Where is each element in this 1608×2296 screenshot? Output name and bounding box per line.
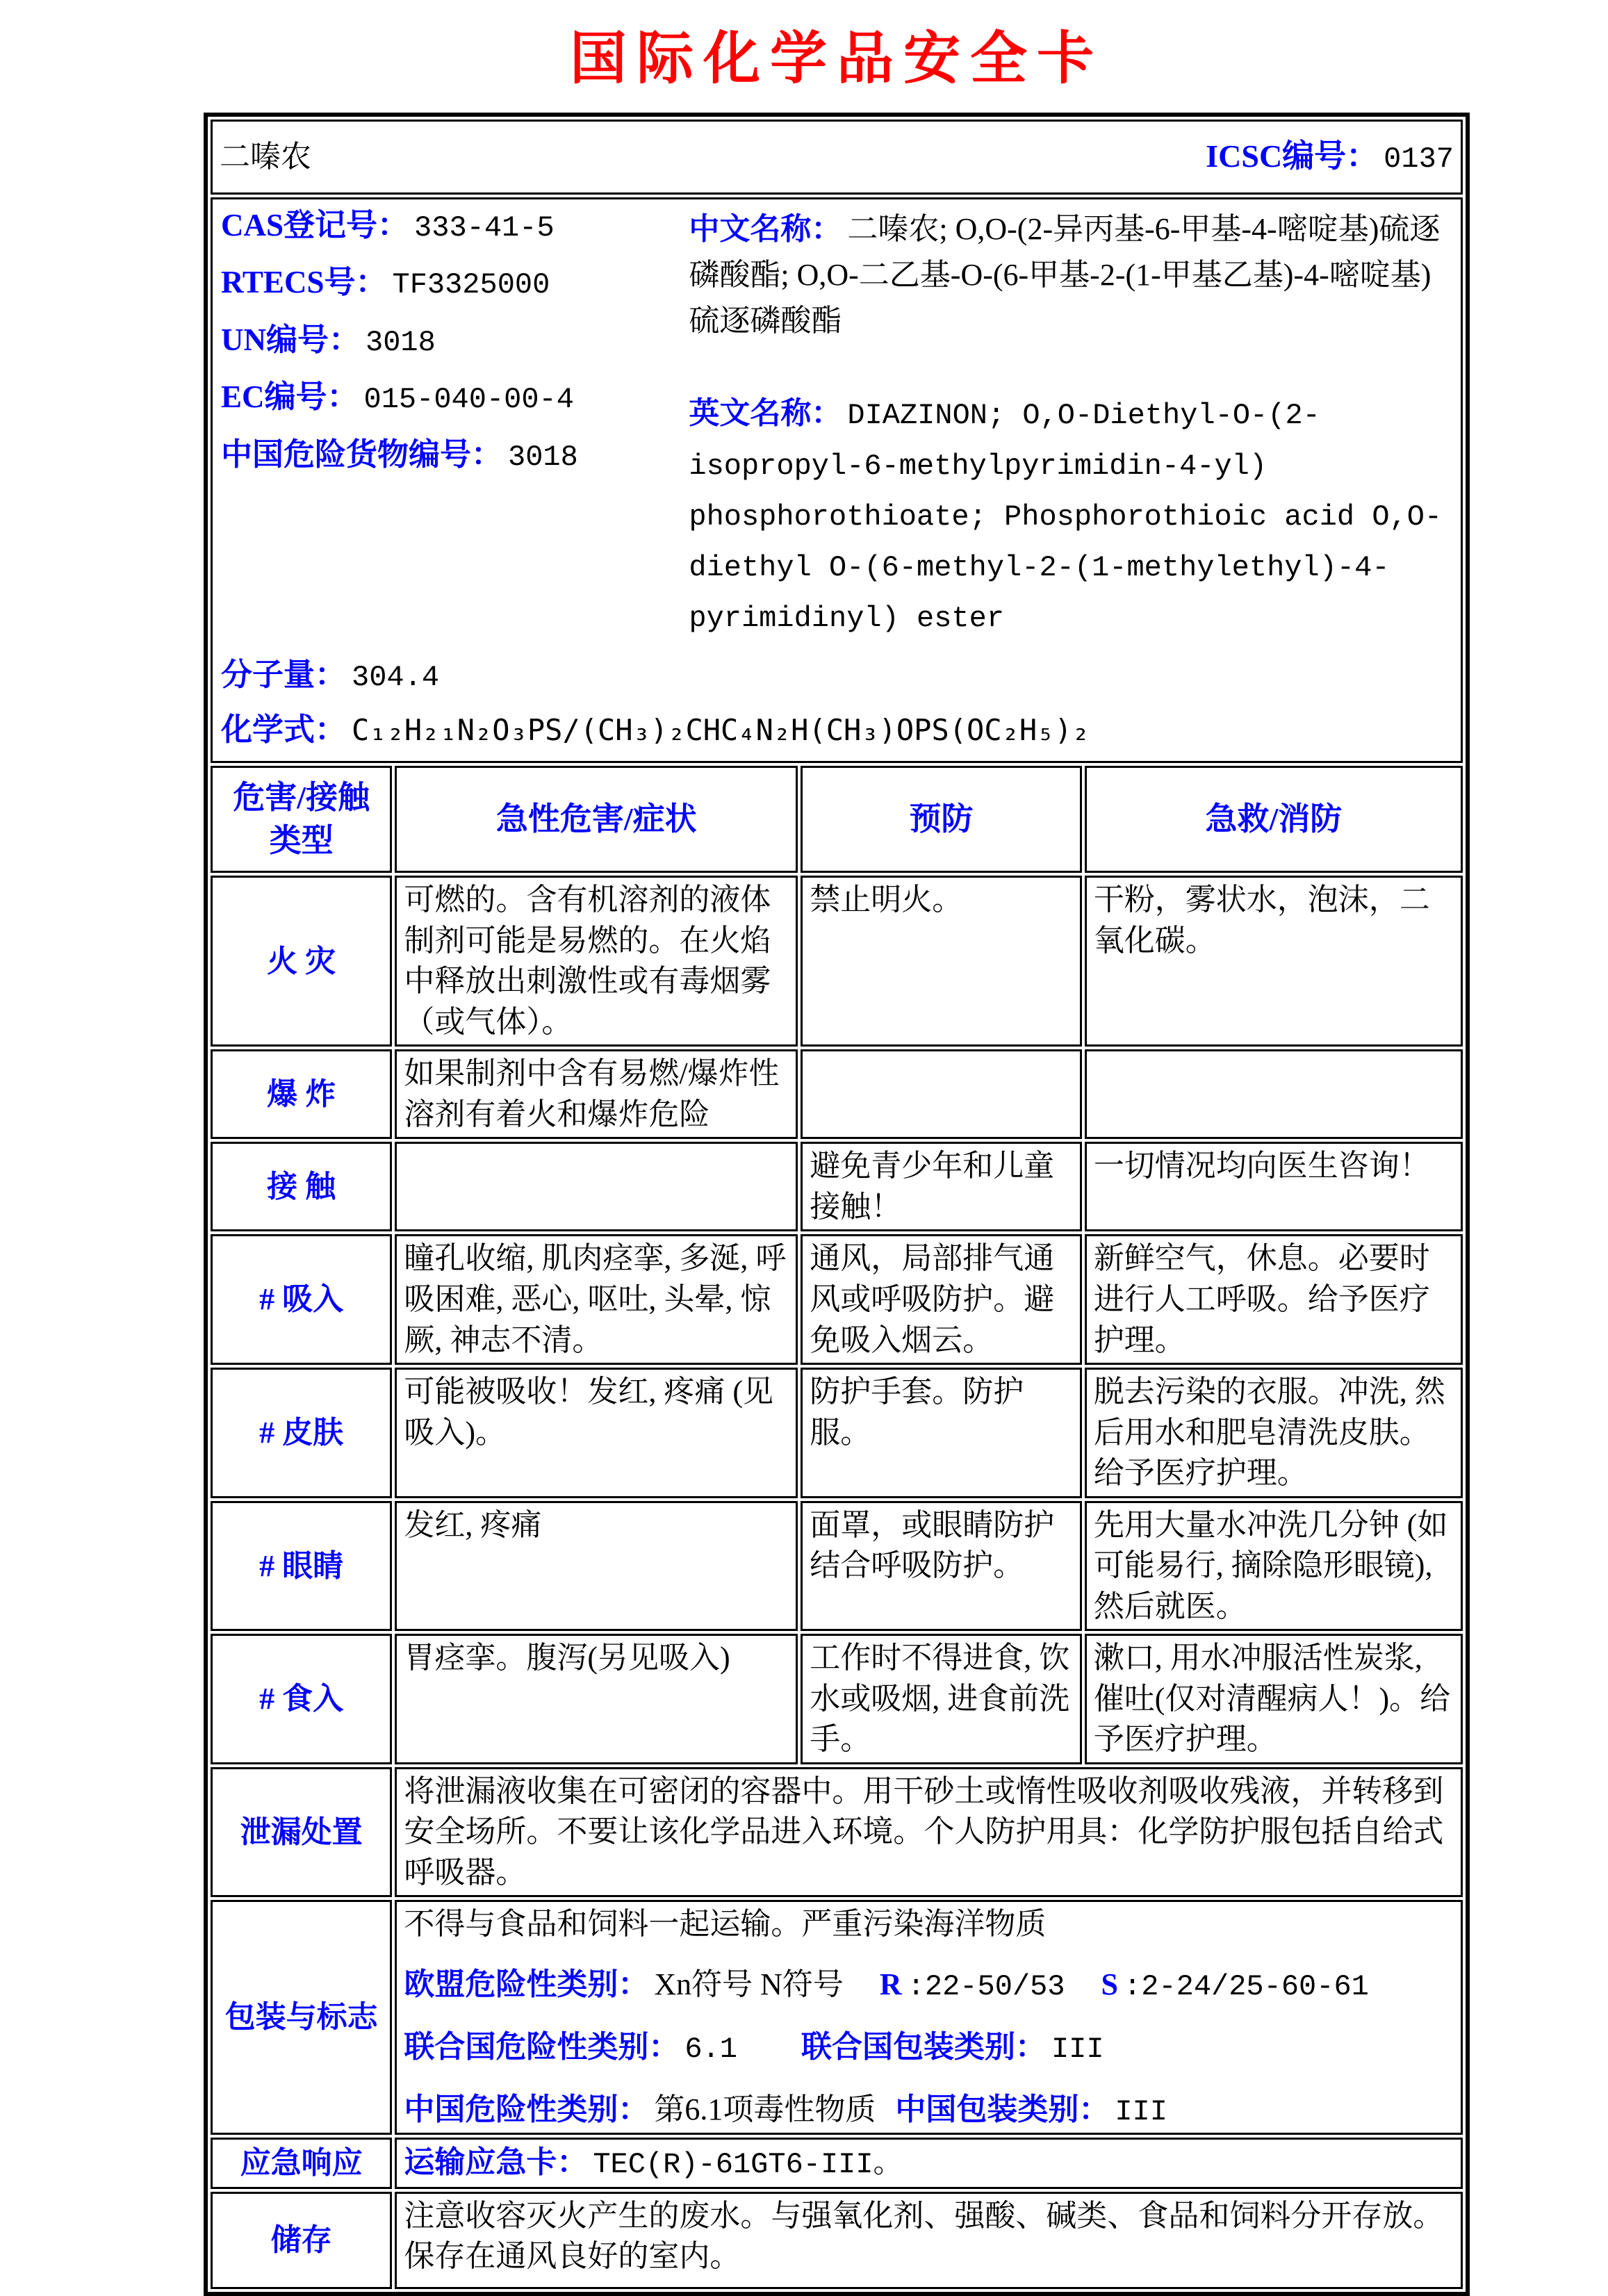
un-pack-label: 联合国包装类别： bbox=[801, 2029, 1046, 2064]
transport-card-label: 运输应急卡： bbox=[404, 2145, 588, 2179]
row-ingestion bbox=[211, 1634, 1463, 1764]
eu-class-value: Xn符号 N符号 bbox=[654, 1967, 844, 2002]
row-contact bbox=[211, 1142, 1463, 1231]
english-name-value: DIAZINON; O,O-Diethyl-O-(2-isopropyl-6-methylpyrimidin-4-yl) phosphorothioate; Phosphorothioic acid O,O-diethyl O-(6-methyl-2-(1-methylethyl)-4-pyrimidinyl) ester bbox=[689, 399, 1443, 636]
english-name-label: 英文名称： bbox=[689, 396, 842, 431]
row-fire-label: 火 灾 bbox=[211, 876, 392, 1047]
transport-card-value: TEC(R)-61GT6-III。 bbox=[593, 2147, 903, 2181]
cn-pack-value: III bbox=[1115, 2094, 1167, 2129]
header-symptoms: 急性危害/症状 bbox=[395, 766, 798, 873]
row-storage bbox=[211, 2192, 1463, 2289]
china-dg-number-line bbox=[221, 436, 689, 475]
identifier-list bbox=[221, 206, 689, 642]
row-eyes bbox=[211, 1501, 1463, 1632]
row-contact-firstaid: 一切情况均向医生咨询！ bbox=[1085, 1142, 1463, 1231]
rtecs-number-label: RTECS号： bbox=[221, 265, 387, 300]
rtecs-number-value: TF3325000 bbox=[392, 268, 550, 302]
chemical-formula-label: 化学式： bbox=[221, 712, 347, 747]
row-spill bbox=[211, 1767, 1463, 1898]
row-eyes-firstaid: 先用大量水冲洗几分钟 (如可能易行, 摘除隐形眼镜), 然后就医。 bbox=[1085, 1501, 1463, 1632]
row-skin-symptom: 可能被吸收！发红, 疼痛 (见吸入)。 bbox=[395, 1368, 798, 1498]
row-skin-label: # 皮肤 bbox=[211, 1368, 392, 1498]
s-phrase-value: :2-24/25-60-61 bbox=[1124, 1970, 1369, 2004]
ec-number-value: 015-040-00-4 bbox=[363, 383, 574, 417]
ec-number-label: EC编号： bbox=[221, 379, 359, 415]
row-inhalation-firstaid: 新鲜空气，休息。必要时进行人工呼吸。给予医疗护理。 bbox=[1085, 1234, 1463, 1365]
row-ingestion-prevention: 工作时不得进食, 饮水或吸烟, 进食前洗手。 bbox=[801, 1634, 1082, 1764]
header-hazard-type-line1: 危害/接触 bbox=[233, 780, 370, 816]
un-number-line bbox=[221, 321, 689, 360]
row-inhalation-symptom: 瞳孔收缩, 肌肉痉挛, 多涎, 呼吸困难, 恶心, 呕吐, 头晕, 惊厥, 神志不清。 bbox=[395, 1234, 798, 1365]
card-header-row bbox=[211, 120, 1463, 195]
hazard-table-header-row bbox=[211, 766, 1463, 873]
chemical-formula-value: C₁₂H₂₁N₂O₃PS/(CH₃)₂CHC₄N₂H(CH₃)OPS(OC₂H₅)₂ bbox=[352, 712, 1090, 747]
row-ingestion-firstaid: 漱口, 用水冲服活性炭浆, 催吐(仅对清醒病人！)。给予医疗护理。 bbox=[1085, 1634, 1463, 1764]
row-contact-symptom bbox=[395, 1142, 798, 1231]
china-dg-number-value: 3018 bbox=[508, 440, 578, 474]
row-explosion-firstaid bbox=[1085, 1049, 1463, 1139]
molecular-weight-line bbox=[221, 655, 1452, 697]
icsc-card-table bbox=[204, 113, 1470, 2296]
header-hazard-type bbox=[211, 766, 392, 873]
cas-number-label: CAS登记号： bbox=[221, 208, 409, 243]
header-firstaid: 急救/消防 bbox=[1085, 766, 1463, 873]
row-eyes-symptom: 发红, 疼痛 bbox=[395, 1501, 798, 1632]
chemical-formula-line bbox=[221, 710, 1452, 751]
chinese-name-label: 中文名称： bbox=[689, 212, 842, 247]
un-number-value: 3018 bbox=[366, 325, 436, 359]
header-hazard-type-line2: 类型 bbox=[269, 823, 334, 859]
packaging-eu-line bbox=[404, 1965, 1454, 2006]
packaging-cn-line bbox=[404, 2090, 1454, 2131]
row-fire-prevention: 禁止明火。 bbox=[801, 876, 1082, 1047]
row-storage-label: 储存 bbox=[211, 2192, 392, 2289]
row-skin-prevention: 防护手套。防护服。 bbox=[801, 1368, 1082, 1498]
s-phrase-label: S bbox=[1101, 1967, 1118, 2002]
eu-class-label: 欧盟危险性类别： bbox=[404, 1967, 649, 2002]
row-explosion-prevention bbox=[801, 1049, 1082, 1139]
english-name bbox=[689, 388, 1452, 642]
row-inhalation-label: # 吸入 bbox=[211, 1234, 392, 1365]
molecular-weight-value: 304.4 bbox=[352, 661, 440, 695]
un-class-value: 6.1 bbox=[684, 2032, 737, 2066]
row-packaging bbox=[211, 1900, 1463, 2135]
row-explosion-label: 爆 炸 bbox=[211, 1049, 392, 1139]
row-fire-symptom: 可燃的。含有机溶剂的液体制剂可能是易燃的。在火焰中释放出刺激性或有毒烟雾（或气体）。 bbox=[395, 876, 798, 1047]
page-title: 国际化学品安全卡 bbox=[569, 27, 1104, 90]
r-phrase-label: R bbox=[879, 1967, 902, 2002]
row-contact-prevention: 避免青少年和儿童接触！ bbox=[801, 1142, 1082, 1231]
icsc-number bbox=[1206, 135, 1454, 179]
row-explosion bbox=[211, 1049, 1463, 1139]
row-eyes-label: # 眼睛 bbox=[211, 1501, 392, 1632]
identification-row bbox=[211, 197, 1463, 763]
row-explosion-symptom: 如果制剂中含有易燃/爆炸性溶剂有着火和爆炸危险 bbox=[395, 1049, 798, 1139]
row-packaging-label: 包装与标志 bbox=[211, 1900, 392, 2135]
row-ingestion-label: # 食入 bbox=[211, 1634, 392, 1764]
row-packaging-content bbox=[395, 1900, 1463, 2135]
name-column bbox=[689, 206, 1452, 642]
un-pack-value: III bbox=[1051, 2032, 1104, 2066]
cn-class-label: 中国危险性类别： bbox=[404, 2092, 649, 2126]
row-ingestion-symptom: 胃痉挛。腹泻(另见吸入) bbox=[395, 1634, 798, 1764]
row-skin bbox=[211, 1368, 1463, 1498]
row-eyes-prevention: 面罩，或眼睛防护结合呼吸防护。 bbox=[801, 1501, 1082, 1632]
row-storage-text: 注意收容灭火产生的废水。与强氧化剂、强酸、碱类、食品和饲料分开存放。保存在通风良好的室内。 bbox=[395, 2192, 1463, 2289]
molecular-weight-label: 分子量： bbox=[221, 657, 347, 693]
row-contact-label: 接 触 bbox=[211, 1142, 392, 1231]
rtecs-number-line bbox=[221, 263, 689, 302]
cn-pack-label: 中国包装类别： bbox=[895, 2092, 1110, 2126]
ec-number-line bbox=[221, 378, 689, 417]
chinese-name bbox=[689, 206, 1452, 344]
row-inhalation bbox=[211, 1234, 1463, 1365]
cas-number-line bbox=[221, 206, 689, 245]
row-spill-text: 将泄漏液收集在可密闭的容器中。用干砂土或惰性吸收剂吸收残液，并转移到安全场所。不要让该化学品进入环境。个人防护用具：化学防护服包括自给式呼吸器。 bbox=[395, 1767, 1463, 1898]
packaging-transport-note: 不得与食品和饲料一起运输。严重污染海洋物质 bbox=[404, 1907, 1047, 1942]
row-spill-label: 泄漏处置 bbox=[211, 1767, 392, 1898]
row-emergency bbox=[211, 2138, 1463, 2189]
icsc-number-value: 0137 bbox=[1384, 142, 1454, 177]
row-fire bbox=[211, 876, 1463, 1047]
row-emergency-content bbox=[395, 2138, 1463, 2189]
icsc-number-label: ICSC编号： bbox=[1206, 138, 1379, 174]
packaging-un-line bbox=[404, 2027, 1454, 2069]
substance-name: 二嗪农 bbox=[220, 139, 311, 174]
header-prevention: 预防 bbox=[801, 766, 1082, 873]
card-header-cell bbox=[211, 120, 1463, 195]
chinese-name-value: 二嗪农; O,O-(2-异丙基-6-甲基-4-嘧啶基)硫逐磷酸酯; O,O-二乙基-O-(6-甲基-2-(1-甲基乙基)-4-嘧啶基)硫逐磷酸酯 bbox=[689, 212, 1441, 338]
identification-cell bbox=[211, 197, 1463, 763]
cn-class-value: 第6.1项毒性物质 bbox=[654, 2092, 876, 2126]
un-class-label: 联合国危险性类别： bbox=[404, 2029, 680, 2064]
row-emergency-label: 应急响应 bbox=[211, 2138, 392, 2189]
un-number-label: UN编号： bbox=[221, 322, 360, 357]
r-phrase-value: :22-50/53 bbox=[907, 1970, 1065, 2004]
row-fire-firstaid: 干粉，雾状水，泡沫，二氧化碳。 bbox=[1085, 876, 1463, 1047]
row-skin-firstaid: 脱去污染的衣服。冲洗, 然后用水和肥皂清洗皮肤。给予医疗护理。 bbox=[1085, 1368, 1463, 1498]
cas-number-value: 333-41-5 bbox=[414, 211, 555, 245]
china-dg-number-label: 中国危险货物编号： bbox=[221, 436, 503, 472]
row-inhalation-prevention: 通风，局部排气通风或呼吸防护。避免吸入烟云。 bbox=[801, 1234, 1082, 1365]
